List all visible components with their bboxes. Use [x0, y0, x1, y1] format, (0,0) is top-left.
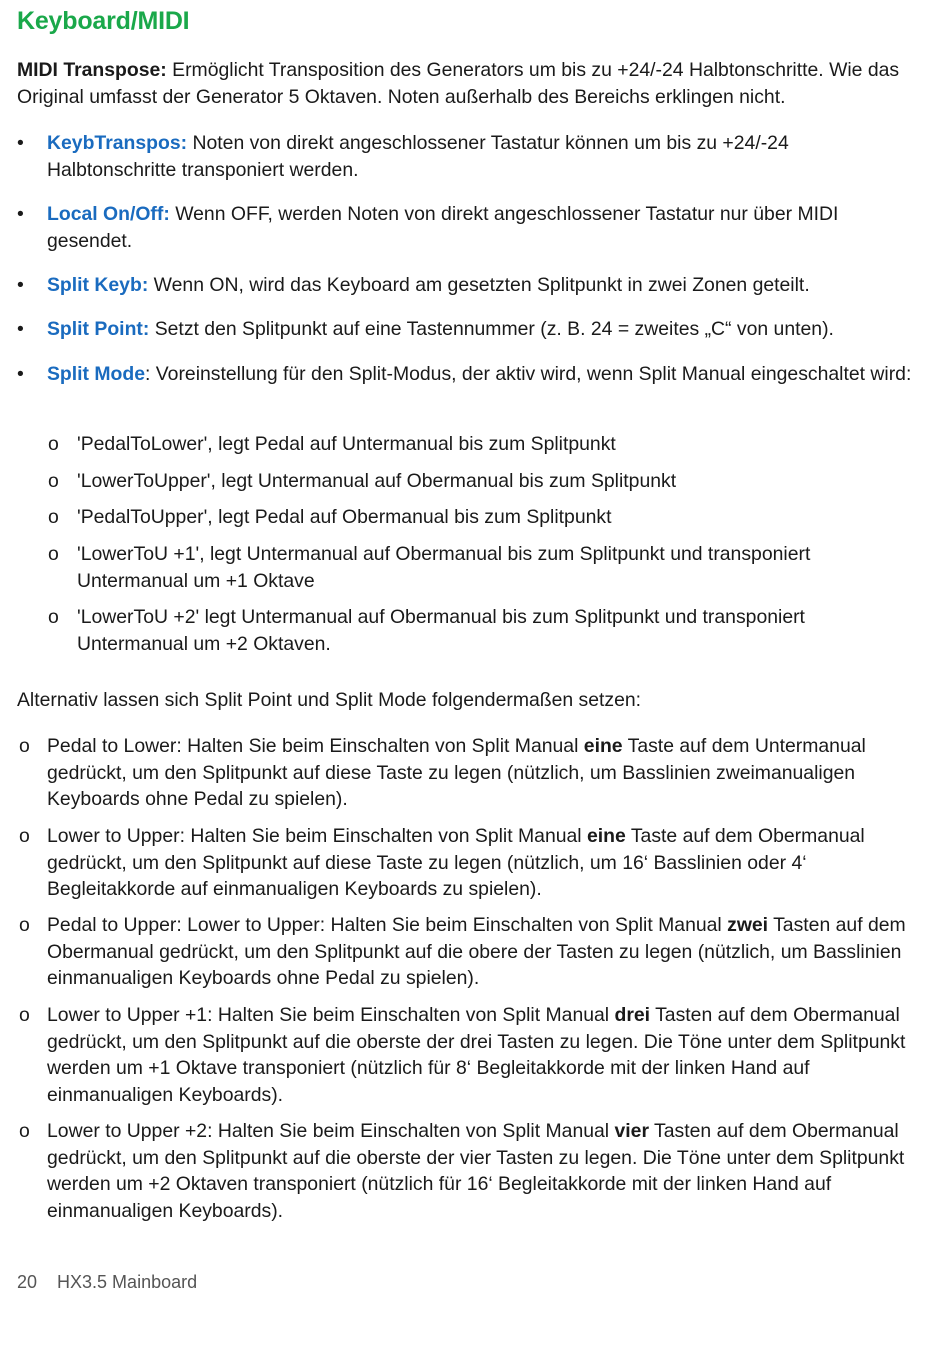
bullet-colon: :	[145, 363, 151, 385]
sub-bullet-icon: o	[19, 825, 30, 847]
sub-bullet-icon: o	[19, 1004, 30, 1026]
bullet-key: Local On/Off:	[47, 203, 170, 225]
bullet-dot: •	[17, 363, 24, 385]
bullet-key: KeybTranspos:	[47, 132, 188, 154]
sub-bullet-icon: o	[19, 1120, 30, 1142]
bullet-text: Setzt den Splitpunkt auf eine Tastennummer (z. B. 24 = zweites „C“ von unten).	[149, 318, 834, 340]
split-mode-item	[17, 541, 917, 594]
alternative-text: Tasten auf dem Obermanual gedrückt, um den Splitpunkt auf die obere der Tasten zu legen (nützlich, um Basslinien einmanualigen Keyboards ohne Pedal zu spielen).	[47, 914, 906, 989]
alternative-item	[17, 733, 917, 813]
alternative-item	[17, 1002, 917, 1108]
sub-bullet-icon: o	[48, 470, 59, 492]
split-mode-text: 'LowerToU +1', legt Untermanual auf Obermanual bis zum Splitpunkt und transponiert Untermanual um +1 Oktave	[77, 543, 811, 592]
midi-transpose-paragraph	[17, 57, 917, 110]
alternative-item	[17, 1118, 917, 1224]
alternative-bold: eine	[583, 735, 623, 757]
split-mode-item	[17, 604, 917, 657]
split-mode-text: 'PedalToUpper', legt Pedal auf Obermanual bis zum Splitpunkt	[77, 506, 612, 528]
sub-bullet-icon: o	[19, 914, 30, 936]
split-mode-item	[17, 468, 917, 495]
split-mode-text: 'LowerToUpper', legt Untermanual auf Obermanual bis zum Splitpunkt	[77, 470, 677, 492]
footer-title: HX3.5 Mainboard	[57, 1272, 198, 1292]
midi-transpose-label: MIDI Transpose:	[17, 59, 167, 81]
alternative-bold: zwei	[727, 914, 769, 936]
bullet-item-split-point	[17, 316, 917, 343]
alternative-item	[17, 912, 917, 992]
bullet-dot: •	[17, 203, 24, 225]
alternative-bold: eine	[587, 825, 626, 847]
bullet-item-split-mode	[17, 361, 917, 388]
sub-bullet-icon: o	[48, 433, 59, 455]
bullet-text: Noten von direkt angeschlossener Tastatur können um bis zu +24/-24 Halbtonschritte transponiert werden.	[47, 132, 789, 181]
split-mode-text: 'PedalToLower', legt Pedal auf Untermanual bis zum Splitpunkt	[77, 433, 616, 455]
alternative-text: Taste auf dem Untermanual gedrückt, um den Splitpunkt auf diese Taste zu legen (nützlich, um Basslinien zweimanualigen Keyboards ohne Pedal zu spielen).	[47, 735, 866, 810]
alternative-text: Lower to Upper: Halten Sie beim Einschalten von Split Manual	[47, 825, 587, 847]
alternative-bold: vier	[614, 1120, 650, 1142]
bullet-text: Voreinstellung für den Split-Modus, der aktiv wird, wenn Split Manual eingeschaltet wird:	[150, 363, 912, 385]
sub-bullet-icon: o	[48, 543, 59, 565]
alternative-text: Pedal to Upper: Lower to Upper: Halten Sie beim Einschalten von Split Manual	[47, 914, 728, 936]
midi-transpose-text: Ermöglicht Transposition des Generators um bis zu +24/-24 Halbtonschritte. Wie das Original umfasst der Generator 5 Oktaven. Noten außerhalb des Bereichs erklingen nicht.	[17, 59, 900, 108]
split-mode-item	[17, 431, 917, 458]
bullet-item-local-onoff	[17, 201, 917, 254]
bullet-dot: •	[17, 274, 24, 296]
alternative-text: Pedal to Lower: Halten Sie beim Einschalten von Split Manual	[47, 735, 584, 757]
sub-bullet-icon: o	[19, 735, 30, 757]
sub-bullet-icon: o	[48, 606, 59, 628]
alternative-text: Tasten auf dem Obermanual gedrückt, um den Splitpunkt auf die oberste der vier Tasten zu legen. Die Töne unter dem Splitpunkt werden um +2 Oktaven transponiert (nützlich für 16‘ Begleitakkorde mit der linken Hand auf einmanualigen Keyboards).	[47, 1120, 905, 1222]
alternative-text: Taste auf dem Obermanual gedrückt, um den Splitpunkt auf diese Taste zu legen (nützlich, um 16‘ Basslinien oder 4‘ Begleitakkorde auf einmanualigen Keyboards zu spielen).	[47, 825, 865, 900]
bullet-item-split-keyb	[17, 272, 917, 299]
bullet-key: Split Keyb:	[47, 274, 149, 296]
bullet-dot: •	[17, 318, 24, 340]
bullet-key: Split Point:	[47, 318, 150, 340]
bullet-item-keybtranspos	[17, 130, 917, 183]
bullet-text: Wenn ON, wird das Keyboard am gesetzten Splitpunkt in zwei Zonen geteilt.	[148, 274, 810, 296]
alternative-bold: drei	[614, 1004, 651, 1026]
split-mode-item	[17, 504, 917, 531]
page-number: 20	[17, 1272, 38, 1292]
page-footer	[17, 1272, 197, 1293]
bullet-dot: •	[17, 132, 24, 154]
split-mode-text: 'LowerToU +2' legt Untermanual auf Obermanual bis zum Splitpunkt und transponiert Untermanual um +2 Oktaven.	[77, 606, 805, 655]
section-heading: Keyboard/MIDI	[17, 7, 190, 35]
bullet-text: Wenn OFF, werden Noten von direkt angeschlossener Tastatur nur über MIDI gesendet.	[47, 203, 839, 252]
sub-bullet-icon: o	[48, 506, 59, 528]
alternative-item	[17, 823, 917, 903]
alternative-text: Lower to Upper +1: Halten Sie beim Einschalten von Split Manual	[47, 1004, 615, 1026]
alternative-intro: Alternativ lassen sich Split Point und Split Mode folgendermaßen setzen:	[17, 689, 642, 711]
alternative-text: Tasten auf dem Obermanual gedrückt, um den Splitpunkt auf die oberste der drei Tasten zu legen. Die Töne unter dem Splitpunkt werden um +1 Oktave transponiert (nützlich für 8‘ Begleitakkorde mit der linken Hand auf einmanualigen Keyboards).	[47, 1004, 906, 1106]
bullet-key: Split Mode	[47, 363, 146, 385]
alternative-text: Lower to Upper +2: Halten Sie beim Einschalten von Split Manual	[47, 1120, 615, 1142]
